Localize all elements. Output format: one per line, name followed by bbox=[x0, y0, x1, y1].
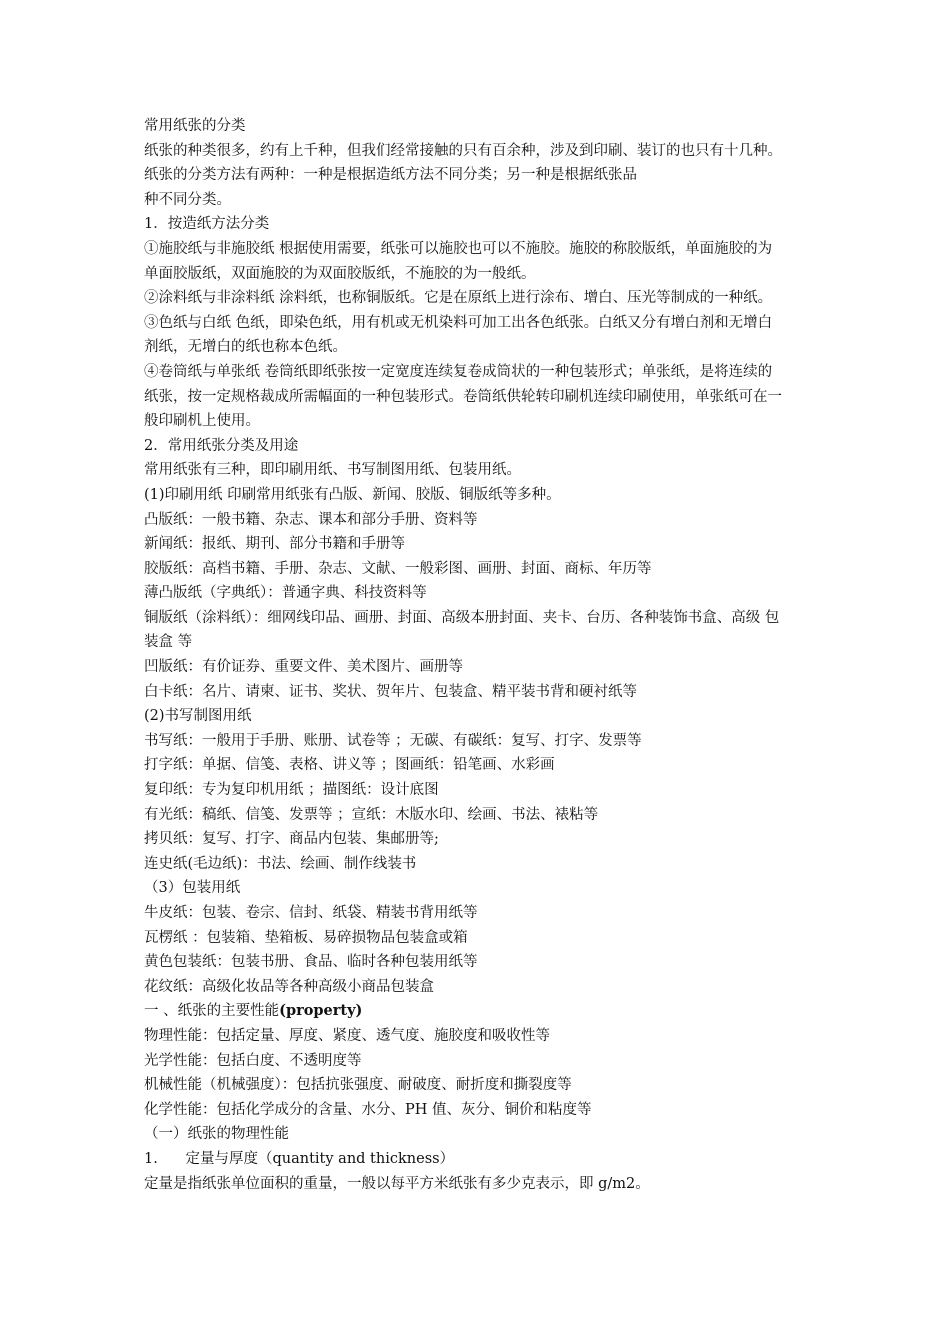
paragraph-line: 单面胶版纸，双面施胶的为双面胶版纸，不施胶的为一般纸。 bbox=[144, 265, 536, 282]
document-body bbox=[144, 114, 812, 1196]
paragraph-line: 机械性能（机械强度）：包括抗张强度、耐破度、耐折度和撕裂度等 bbox=[144, 1077, 572, 1094]
paragraph-line: 纸张，按一定规格裁成所需幅面的一种包装形式。卷筒纸供轮转印刷机连续印刷使用，单张纸可在一 bbox=[144, 388, 782, 405]
subsection-heading: (1)印刷用纸 印刷常用纸张有凸版、新闻、胶版、铜版纸等多种。 bbox=[144, 486, 561, 503]
paragraph-line: 剂纸，无增白的纸也称本色纸。 bbox=[144, 339, 347, 356]
list-item: 牛皮纸：包装、卷宗、信封、纸袋、精装书背用纸等 bbox=[144, 905, 478, 921]
doc-title: 常用纸张的分类 bbox=[144, 118, 246, 134]
paragraph-line: 光学性能：包括白度、不透明度等 bbox=[144, 1052, 362, 1069]
property-heading bbox=[144, 999, 812, 1024]
list-item: 凸版纸：一般书籍、杂志、课本和部分手册、资料等 bbox=[144, 511, 478, 528]
list-item: 打字纸：单据、信笺、表格、讲义等 ；图画纸：铅笔画、水彩画 bbox=[144, 757, 555, 774]
list-item: 白卡纸：名片、请柬、证书、奖状、贺年片、包装盒、精平装书背和硬衬纸等 bbox=[144, 683, 637, 700]
list-item: 凹版纸：有价证券、重要文件、美术图片、画册等 bbox=[144, 659, 463, 676]
paragraph-line: 常用纸张有三种，即印刷用纸、书写制图用纸、包装用纸。 bbox=[144, 462, 521, 479]
property-heading-english: (property) bbox=[279, 1002, 363, 1020]
list-item: 有光纸：稿纸、信笺、发票等 ；宣纸：木版水印、绘画、书法、裱粘等 bbox=[144, 806, 599, 823]
paragraph-line: 纸张的种类很多，约有上千种，但我们经常接触的只有百余种，涉及到印刷、装订的也只有十几种。 bbox=[144, 142, 782, 159]
list-item: 书写纸：一般用于手册、账册、试卷等 ；无碳、有碳纸：复写、打字、发票等 bbox=[144, 732, 642, 749]
list-item: 拷贝纸：复写、打字、商品内包装、集邮册等; bbox=[144, 831, 439, 848]
section-heading: 2．常用纸张分类及用途 bbox=[144, 437, 299, 454]
paragraph-line: ①施胶纸与非施胶纸 根据使用需要，纸张可以施胶也可以不施胶。施胶的称胶版纸，单面施胶的为 bbox=[144, 240, 773, 257]
paragraph-line: ③色纸与白纸 色纸，即染色纸，用有机或无机染料可加工出各色纸张。白纸又分有增白剂和无增白 bbox=[144, 314, 773, 331]
paragraph-line: 定量是指纸张单位面积的重量，一般以每平方米纸张有多少克表示，即 g/m2。 bbox=[144, 1175, 650, 1192]
paragraph-line: 化学性能：包括化学成分的含量、水分、PH 值、灰分、铜价和粘度等 bbox=[144, 1101, 592, 1118]
subsection-heading: （一）纸张的物理性能 bbox=[144, 1126, 289, 1143]
paragraph-line: 般印刷机上使用。 bbox=[144, 413, 260, 430]
paragraph-line: ②涂料纸与非涂料纸 涂料纸，也称铜版纸。它是在原纸上进行涂布、增白、压光等制成的一种纸。 bbox=[144, 290, 773, 307]
subsection-heading: (2)书写制图用纸 bbox=[144, 708, 252, 725]
property-heading-text: 一 、纸张的主要性能 bbox=[144, 1003, 280, 1020]
list-item: 胶版纸：高档书籍、手册、杂志、文献、一般彩图、画册、封面、商标、年历等 bbox=[144, 560, 652, 577]
list-item: 黄色包装纸：包装书册、食品、临时各种包装用纸等 bbox=[144, 954, 478, 971]
paragraph-line: 种不同分类。 bbox=[144, 191, 231, 208]
paragraph-line: 纸张的分类方法有两种：一种是根据造纸方法不同分类；另一种是根据纸张品 bbox=[144, 167, 637, 184]
list-item: 装盒 等 bbox=[144, 634, 193, 651]
list-item: 铜版纸（涂料纸）：细网线印品、画册、封面、高级本册封面、夹卡、台历、各种装饰书盒、高级 包 bbox=[144, 609, 780, 626]
subsection-heading: （3）包装用纸 bbox=[144, 880, 241, 897]
section-heading: 1．按造纸方法分类 bbox=[144, 216, 270, 233]
numbered-heading: 1. 定量与厚度（quantity and thickness） bbox=[144, 1150, 455, 1167]
list-item: 花纹纸：高级化妆品等各种高级小商品包装盒 bbox=[144, 978, 434, 995]
list-item: 连史纸(毛边纸)：书法、绘画、制作线装书 bbox=[144, 855, 417, 872]
list-item: 瓦楞纸 ：包装箱、垫箱板、易碎损物品包装盒或箱 bbox=[144, 929, 468, 946]
list-item: 新闻纸：报纸、期刊、部分书籍和手册等 bbox=[144, 536, 405, 553]
list-item: 复印纸：专为复印机用纸 ；描图纸：设计底图 bbox=[144, 782, 439, 799]
list-item: 薄凸版纸（字典纸）：普通字典、科技资料等 bbox=[144, 585, 427, 602]
paragraph-line: 物理性能：包括定量、厚度、紧度、透气度、施胶度和吸收性等 bbox=[144, 1027, 550, 1044]
paragraph-line: ④卷筒纸与单张纸 卷筒纸即纸张按一定宽度连续复卷成筒状的一种包装形式；单张纸，是将连续的 bbox=[144, 363, 773, 380]
